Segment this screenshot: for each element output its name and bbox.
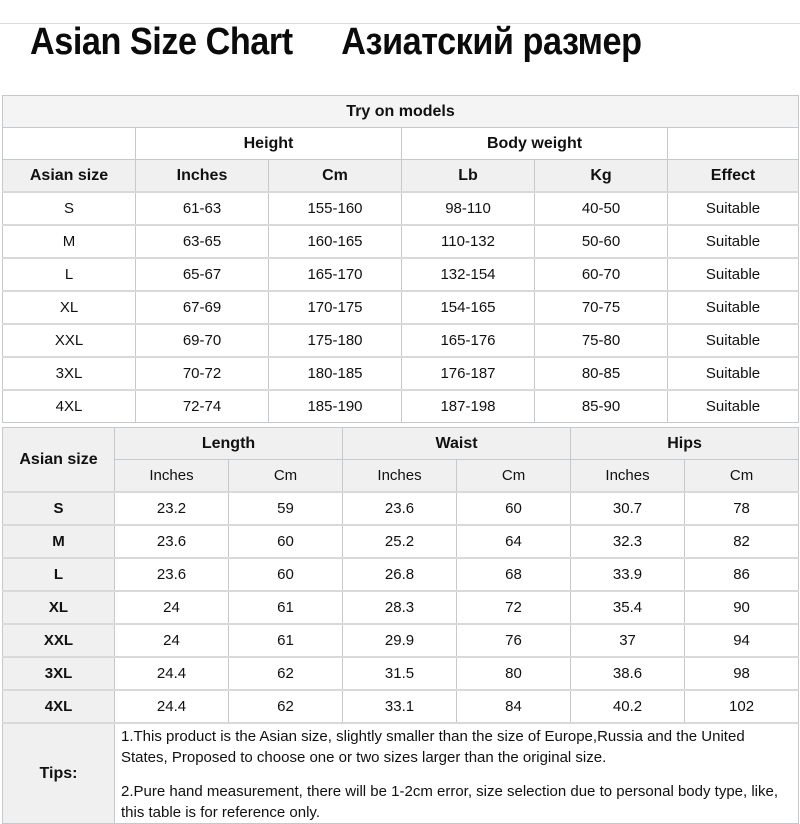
data-cell: 86 <box>685 558 799 591</box>
data-cell: 68 <box>457 558 571 591</box>
table-row <box>3 324 799 357</box>
data-cell: 40-50 <box>535 192 668 225</box>
unit-header: Inches <box>115 460 229 493</box>
table-row <box>3 258 799 291</box>
table-row <box>3 390 799 423</box>
size-cell: S <box>3 492 115 525</box>
data-cell: 60 <box>229 525 343 558</box>
data-cell: 175-180 <box>269 324 402 357</box>
data-cell: 170-175 <box>269 291 402 324</box>
data-cell: 76 <box>457 624 571 657</box>
size-cell: XL <box>3 291 136 324</box>
data-cell: 63-65 <box>136 225 269 258</box>
data-cell: 33.9 <box>571 558 685 591</box>
table-row <box>3 624 799 657</box>
table-title-row <box>3 96 799 128</box>
data-cell: 60 <box>229 558 343 591</box>
table-row <box>3 657 799 690</box>
data-cell: 40.2 <box>571 690 685 723</box>
data-cell: 50-60 <box>535 225 668 258</box>
table-row <box>3 291 799 324</box>
size-cell: 3XL <box>3 657 115 690</box>
hips-group-header: Hips <box>571 428 799 460</box>
group-header-row <box>3 428 799 460</box>
unit-header: Inches <box>343 460 457 493</box>
unit-header: Inches <box>571 460 685 493</box>
column-header: Cm <box>269 160 402 193</box>
data-cell: 187-198 <box>402 390 535 423</box>
data-cell: 98-110 <box>402 192 535 225</box>
data-cell: 24 <box>115 591 229 624</box>
data-cell: 64 <box>457 525 571 558</box>
size-cell: L <box>3 558 115 591</box>
data-cell: 165-170 <box>269 258 402 291</box>
data-cell: 110-132 <box>402 225 535 258</box>
data-cell: Suitable <box>668 291 799 324</box>
data-cell: 94 <box>685 624 799 657</box>
data-cell: 61 <box>229 591 343 624</box>
unit-header: Cm <box>685 460 799 493</box>
data-cell: 160-165 <box>269 225 402 258</box>
data-cell: 90 <box>685 591 799 624</box>
data-cell: 31.5 <box>343 657 457 690</box>
height-group-header: Height <box>136 128 402 160</box>
unit-header: Cm <box>457 460 571 493</box>
data-cell: Suitable <box>668 192 799 225</box>
data-cell: 80-85 <box>535 357 668 390</box>
tip-item: 2.Pure hand measurement, there will be 1-2cm error, size selection due to personal body type, like, this table is for reference only. <box>121 783 779 821</box>
data-cell: 26.8 <box>343 558 457 591</box>
unit-header: Cm <box>229 460 343 493</box>
column-header: Asian size <box>3 160 136 193</box>
data-cell: Suitable <box>668 390 799 423</box>
size-cell: XXL <box>3 624 115 657</box>
data-cell: 98 <box>685 657 799 690</box>
group-header-row <box>3 128 799 160</box>
data-cell: 23.6 <box>343 492 457 525</box>
length-group-header: Length <box>115 428 343 460</box>
column-header: Lb <box>402 160 535 193</box>
data-cell: 72 <box>457 591 571 624</box>
page-title-en: Asian Size Chart <box>30 21 293 63</box>
data-cell: 155-160 <box>269 192 402 225</box>
data-cell: 33.1 <box>343 690 457 723</box>
data-cell: 180-185 <box>269 357 402 390</box>
data-cell: 82 <box>685 525 799 558</box>
size-cell: XXL <box>3 324 136 357</box>
data-cell: 61-63 <box>136 192 269 225</box>
column-header: Inches <box>136 160 269 193</box>
table-row <box>3 690 799 723</box>
table1-title: Try on models <box>3 96 799 128</box>
data-cell: 29.9 <box>343 624 457 657</box>
unit-header-row <box>3 460 799 493</box>
data-cell: Suitable <box>668 324 799 357</box>
data-cell: Suitable <box>668 258 799 291</box>
empty-cell <box>3 128 136 160</box>
data-cell: 30.7 <box>571 492 685 525</box>
data-cell: 32.3 <box>571 525 685 558</box>
data-cell: 24 <box>115 624 229 657</box>
size-cell: 3XL <box>3 357 136 390</box>
tips-row <box>3 723 799 824</box>
column-header: Effect <box>668 160 799 193</box>
data-cell: 65-67 <box>136 258 269 291</box>
data-cell: Suitable <box>668 357 799 390</box>
table-row <box>3 525 799 558</box>
data-cell: 35.4 <box>571 591 685 624</box>
data-cell: 61 <box>229 624 343 657</box>
data-cell: 24.4 <box>115 657 229 690</box>
data-cell: Suitable <box>668 225 799 258</box>
size-cell: M <box>3 225 136 258</box>
data-cell: 62 <box>229 657 343 690</box>
data-cell: 23.6 <box>115 558 229 591</box>
size-cell: S <box>3 192 136 225</box>
data-cell: 102 <box>685 690 799 723</box>
table-row <box>3 591 799 624</box>
size-cell: M <box>3 525 115 558</box>
data-cell: 67-69 <box>136 291 269 324</box>
data-cell: 185-190 <box>269 390 402 423</box>
data-cell: 60 <box>457 492 571 525</box>
page-title <box>30 21 723 64</box>
data-cell: 176-187 <box>402 357 535 390</box>
size-cell: XL <box>3 591 115 624</box>
data-cell: 154-165 <box>402 291 535 324</box>
waist-group-header: Waist <box>343 428 571 460</box>
data-cell: 28.3 <box>343 591 457 624</box>
data-cell: 78 <box>685 492 799 525</box>
data-cell: 72-74 <box>136 390 269 423</box>
body-weight-group-header: Body weight <box>402 128 668 160</box>
tips-body <box>115 723 799 824</box>
empty-cell <box>668 128 799 160</box>
column-header-row <box>3 160 799 193</box>
page-title-ru: Азиатский размер <box>341 21 642 63</box>
size-cell: 4XL <box>3 390 136 423</box>
data-cell: 24.4 <box>115 690 229 723</box>
data-cell: 23.2 <box>115 492 229 525</box>
table-row <box>3 192 799 225</box>
try-on-models-table <box>2 95 799 423</box>
data-cell: 165-176 <box>402 324 535 357</box>
data-cell: 84 <box>457 690 571 723</box>
data-cell: 37 <box>571 624 685 657</box>
data-cell: 75-80 <box>535 324 668 357</box>
data-cell: 38.6 <box>571 657 685 690</box>
data-cell: 60-70 <box>535 258 668 291</box>
data-cell: 85-90 <box>535 390 668 423</box>
measurements-table <box>2 427 799 824</box>
tips-label: Tips: <box>3 723 115 824</box>
column-header: Kg <box>535 160 668 193</box>
data-cell: 69-70 <box>136 324 269 357</box>
table-row <box>3 357 799 390</box>
table-row <box>3 558 799 591</box>
data-cell: 80 <box>457 657 571 690</box>
data-cell: 59 <box>229 492 343 525</box>
data-cell: 70-75 <box>535 291 668 324</box>
row-header: Asian size <box>3 428 115 493</box>
tip-item: 1.This product is the Asian size, slightly smaller than the size of Europe,Russia and the United States, Proposed to choose one or two sizes larger than the original size. <box>121 728 745 766</box>
data-cell: 23.6 <box>115 525 229 558</box>
data-cell: 25.2 <box>343 525 457 558</box>
table-row <box>3 225 799 258</box>
size-cell: L <box>3 258 136 291</box>
data-cell: 132-154 <box>402 258 535 291</box>
data-cell: 62 <box>229 690 343 723</box>
size-cell: 4XL <box>3 690 115 723</box>
data-cell: 70-72 <box>136 357 269 390</box>
table-row <box>3 492 799 525</box>
